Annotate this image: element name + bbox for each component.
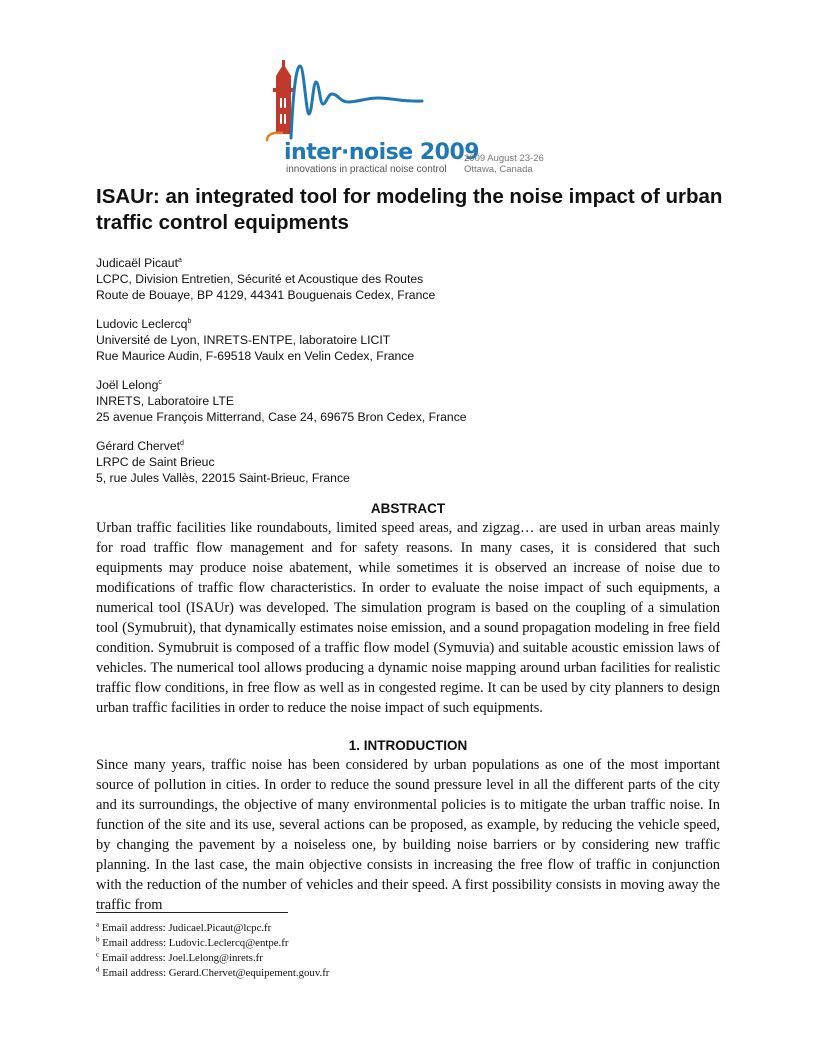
author-address: Rue Maurice Audin, F-69518 Vaulx en Velin Cedex, France	[96, 349, 415, 363]
footnote-email: Email address: Gerard.Chervet@equipement.gouv.fr	[102, 967, 330, 979]
conference-date-location	[464, 153, 544, 175]
footnote	[96, 951, 596, 966]
author-affiliation: LCPC, Division Entretien, Sécurité et Acoustique des Routes	[96, 272, 424, 286]
abstract-text: Urban traffic facilities like roundabouts, limited speed areas, and zigzag… are used in urban areas mainly for road traffic flow management and for safety reasons. In many cases, it is considered that such equipments may produce noise abatement, while sometimes it is observed an increase of noise due to modifications of traffic flow characteristics. In order to evaluate the noise impact of such equipments, a numerical tool (ISAUr) was developed. The simulation program is based on the coupling of a simulation tool (Symubruit), that dynamically estimates noise emission, and a sound propagation modeling in free field condition. Symubruit is composed of a traffic flow model (Symuvia) and suitable acoustic emission laws of vehicles. The numerical tool allows producing a dynamic noise mapping around urban facilities for realistic traffic flow conditions, in free flow as well as in congested regime. It can be used by city planners to design urban traffic facilities in order to reduce the noise impact of such equipments.	[96, 520, 720, 716]
author-block	[96, 377, 736, 425]
author-address: 25 avenue François Mitterrand, Case 24, 69675 Bron Cedex, France	[96, 410, 467, 424]
footnote	[96, 936, 596, 951]
footnote-email: Email address: Joel.Lelong@inrets.fr	[101, 952, 263, 964]
author-name-text: Joël Lelong	[96, 378, 159, 392]
author-block	[96, 316, 736, 364]
author-name	[96, 438, 736, 454]
author-address: 5, rue Jules Vallès, 22015 Saint-Brieuc, France	[96, 471, 350, 485]
footnote	[96, 966, 596, 981]
footnote-divider	[96, 912, 288, 913]
author-name	[96, 377, 736, 393]
conference-location: Ottawa, Canada	[464, 164, 533, 175]
author-footnote-mark: a	[177, 256, 182, 264]
footnotes	[96, 921, 596, 981]
author-name-text: Judicaël Picaut	[96, 256, 178, 270]
logo-tower-wave-icon	[262, 54, 562, 144]
author-footnote-mark: d	[180, 439, 184, 447]
footnote-mark: d	[96, 965, 100, 974]
footnote-mark: c	[96, 950, 100, 959]
author-name	[96, 255, 736, 271]
author-footnote-mark: c	[158, 378, 162, 386]
conference-date: 2009 August 23-26	[464, 153, 544, 164]
author-affiliation: LRPC de Saint Brieuc	[96, 455, 215, 469]
author-name	[96, 316, 736, 332]
author-list	[96, 255, 736, 499]
footnote-mark: b	[96, 935, 100, 944]
introduction-heading: 1. INTRODUCTION	[348, 738, 468, 753]
footnote-email: Email address: Judicael.Picaut@lcpc.fr	[101, 922, 272, 934]
footnote-mark: a	[96, 920, 100, 929]
author-block	[96, 255, 736, 303]
author-footnote-mark: b	[187, 317, 192, 325]
author-affiliation: Université de Lyon, INRETS-ENTPE, laboratoire LICIT	[96, 333, 391, 347]
author-block	[96, 438, 736, 486]
introduction-text: Since many years, traffic noise has been considered by urban populations as one of the most important source of pollution in cities. In order to reduce the sound pressure level in all the different parts of the city and its surroundings, the objective of many environmental policies is to mitigate the urban traffic noise. In function of the site and its use, several actions can be proposed, as example, by reducing the vehicle speed, by changing the pavement by a noiseless one, by building noise barriers or by considering new traffic planning. In the last case, the main objective consists in increasing the free flow of traffic in conjunction with the reduction of the number of vehicles and their speed. A first possibility consists in moving away the traffic from	[96, 757, 720, 913]
author-address: Route de Bouaye, BP 4129, 44341 Bouguenais Cedex, France	[96, 288, 436, 302]
author-name-text: Ludovic Leclercq	[96, 317, 188, 331]
logo-wordmark: inter·noise 2009	[284, 140, 480, 165]
footnote	[96, 921, 596, 936]
conference-logo	[262, 54, 562, 176]
author-affiliation: INRETS, Laboratoire LTE	[96, 394, 234, 408]
paper-title: ISAUr: an integrated tool for modeling the noise impact of urban traffic control equipments	[96, 185, 723, 234]
logo-tagline: innovations in practical noise control	[286, 164, 447, 175]
author-name-text: Gérard Chervet	[96, 439, 180, 453]
footnote-email: Email address: Ludovic.Leclercq@entpe.fr	[102, 937, 289, 949]
abstract-heading: ABSTRACT	[370, 501, 446, 516]
